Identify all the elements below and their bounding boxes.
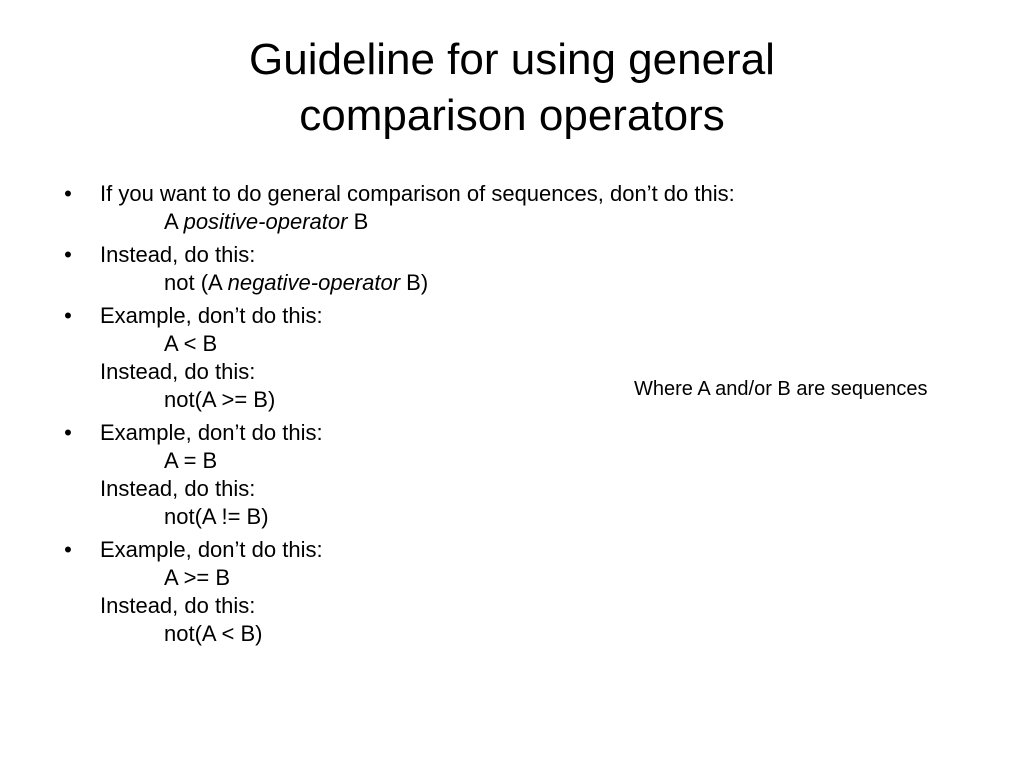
good-example-code: not(A != B) (164, 504, 269, 529)
instead-text: Instead, do this: (100, 476, 256, 501)
bullet-marker: • (64, 420, 72, 445)
bad-example-code: A < B (164, 331, 218, 356)
bullet-subline (100, 269, 918, 297)
bullet-marker: • (64, 303, 72, 328)
bullet-item-4 (58, 419, 918, 531)
subline-suffix: B) (400, 270, 429, 295)
bullet-item-2 (58, 241, 918, 297)
bullet-text: Example, don’t do this: (100, 420, 323, 445)
bullet-marker: • (64, 537, 72, 562)
instead-text: Instead, do this: (100, 593, 256, 618)
subline-suffix: B (347, 209, 369, 234)
bullet-text: If you want to do general comparison of sequences, don’t do this: (100, 181, 735, 206)
bullet-item-1 (58, 180, 918, 236)
subline-prefix: A (164, 209, 184, 234)
bullet-marker: • (64, 242, 72, 267)
bullet-list (58, 180, 918, 653)
side-note: Where A and/or B are sequences (634, 378, 928, 400)
good-example-code: not(A < B) (164, 621, 263, 646)
slide-title-line-1: Guideline for using general (249, 35, 775, 84)
bullet-subline (100, 208, 918, 236)
bullet-item-5 (58, 536, 918, 648)
good-example-code: not(A >= B) (164, 387, 276, 412)
slide-title-line-2: comparison operators (299, 91, 725, 140)
slide-title (60, 32, 964, 144)
bad-example-code: A >= B (164, 565, 231, 590)
bad-example-code: A = B (164, 448, 218, 473)
bullet-marker: • (64, 181, 72, 206)
instead-text: Instead, do this: (100, 359, 256, 384)
bullet-text: Example, don’t do this: (100, 537, 323, 562)
subline-prefix: not (A (164, 270, 228, 295)
bullet-text: Instead, do this: (100, 242, 256, 267)
operator-placeholder: negative-operator (227, 270, 401, 295)
operator-placeholder: positive-operator (183, 209, 348, 234)
bullet-text: Example, don’t do this: (100, 303, 323, 328)
